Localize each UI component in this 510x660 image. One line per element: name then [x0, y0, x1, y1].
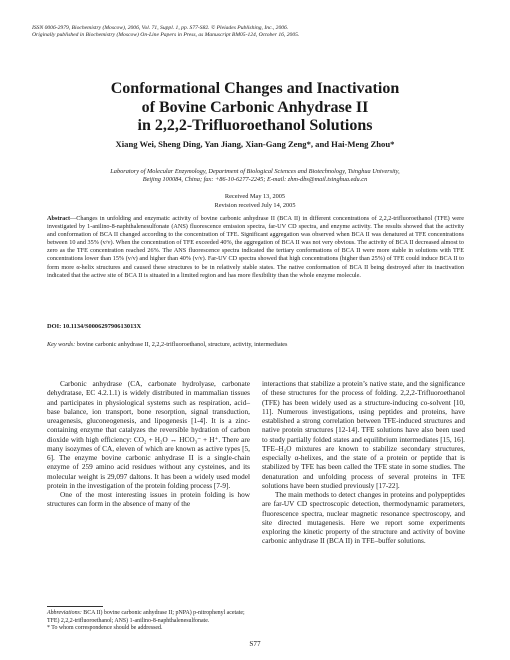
author-list: Xiang Wei, Sheng Ding, Yan Jiang, Xian-Gang Zeng*, and Hai-Meng Zhou* [115, 139, 395, 149]
abbreviations-footnote [47, 610, 250, 625]
manuscript-dates [60, 193, 450, 210]
abstract-label: Abstract [47, 215, 71, 222]
footnote-rule [47, 606, 103, 607]
abstract-text: —Changes in unfolding and enzymatic activity of bovine carbonic anhydrase II (BCA II) in different concentrations of 2,2,2-trifluoroethanol (TFE) were investigated by 1-anilino-8-naphthalenesulfonate (ANS) fluorescence emission spectra, far-UV CD spectra, and enzyme activity. The results showed that the activity and conformation of BCA II changed according to the concentration of TFE. Significant aggregation was observed when BCA II was denatured at TFE concentrations between 10 and 35% (v/v). When the concentration of TFE exceeded 40%, the aggregation of BCA II was not very obvious. The activity of BCA II decreased almost to zero as the TFE concentration reached 26%. The ANS fluorescence spectra indicated the tertiary conformations of BCA II were more stable in solutions with TFE concentrations lower than 15% (v/v) and higher than 40% (v/v). Far-UV CD spectra showed that high concentrations (higher than 25%) of TFE could induce BCA II to form more α-helix structures and caused these structures to be in relatively stable states. The native conformation of BCA II being destroyed after its inactivation indicated that the active site of BCA II is situated in a limited region and has more flexibility than the whole enzyme molecule. [47, 215, 464, 279]
abbreviations-label: Abbreviations: [47, 610, 82, 616]
body-paragraph: Carbonic anhydrase (CA, carbonate hydrolyase, carbonate dehydratase, EC 4.2.1.1) is widely distributed in mammalian tissues and participates in physiological systems such as respiration, acid–base balance, ion transport, bone resorption, signal transduction, ureagenesis, gluconeogenesis, and lipogenesis [1-4]. It is a zinc-containing enzyme that catalyzes the reversible hydration of carbon dioxide with high efficiency: CO₂ + H₂O ↔ HCO₃⁻ + H⁺. There are many isozymes of CA, eleven of which are known as active types [5, 6]. The enzyme bovine carbonic anhydrase II is a single-chain enzyme of 259 amino acid residues without any cysteines, and its molecular weight is 29,097 daltons. It has been a widely used model protein in the investigation of the protein folding process [7-9]. [47, 380, 250, 490]
footnotes [47, 606, 250, 633]
body-paragraph: The main methods to detect changes in proteins and polypeptides are far-UV CD spectroscopic detection, thermodynamic parameters, fluorescence spectra, nuclear magnetic resonance spectroscopy, and site directed mutagenesis. Here we report some experiments exploring the kinetic property of the structure and activity of bovine carbonic anhydrase II (BCA II) in TFE–buffer solutions. [262, 491, 465, 546]
keywords-label: Key words: [47, 341, 76, 348]
title-line-1: Conformational Changes and Inactivation [110, 80, 400, 97]
affiliation-line-2: Beijing 100084, China; fax: +86-10-6277-2245; E-mail: zhm-dbs@mail.tsinghua.edu.cn [142, 176, 368, 184]
journal-header-line-2: Originally published in Biochemistry (Moscow) On-Line Papers in Press, as Manuscript BM05-124, October 16, 2005. [32, 32, 300, 39]
body-column-left [47, 380, 250, 510]
journal-header [32, 25, 492, 40]
title-line-2: of Bovine Carbonic Anhydrase II [141, 98, 369, 116]
abstract [47, 215, 464, 280]
revised-date: Revision received July 14, 2005 [214, 201, 296, 209]
body-paragraph: One of the most interesting issues in protein folding is how structures can form in the absence of many of the [47, 491, 250, 509]
body-paragraph: interactions that stabilize a protein’s native state, and the significance of these structures for the process of folding. 2,2,2-Trifluoroethanol (TFE) has been widely used as a structure-inducing co-solvent [10, 11]. Numerous investigations, using peptides and proteins, have established a strong correlation between TFE-induced structures and native protein structures [12-14]. TFE solutions have also been used to study partially folded states and equilibrium intermediates [15, 16]. TFE–H₂O mixtures are known to stabilize secondary structures, especially α-helixes, and the state of a protein or peptide that is stabilized by TFE has been called the TFE state in some studies. The denaturation and unfolding process of several proteins in TFE solutions have been studied previously [17-22]. [262, 380, 465, 490]
abbreviations-text: BCA II) bovine carbonic anhydrase II; pNPA) p-nitrophenyl acetate; TFE) 2,2,2-trifluoroethanol; ANS) 1-anilino-8-naphthalenesulfonate. [47, 610, 245, 624]
title-line-3: in 2,2,2-Trifluoroethanol Solutions [137, 117, 373, 134]
body-column-right [262, 380, 465, 547]
paper-title [60, 80, 450, 136]
correspondence-footnote: * To whom correspondence should be addressed. [47, 625, 163, 632]
doi: DOI: 10.1134/S000629790613013X [47, 323, 142, 330]
affiliation-line-1: Laboratory of Molecular Enzymology, Department of Biological Sciences and Biotechnology, Tsinghua University, [110, 168, 400, 175]
received-date: Received May 13, 2005 [224, 193, 286, 200]
affiliation [60, 168, 450, 185]
keywords [47, 341, 287, 348]
keywords-text: bovine carbonic anhydrase II, 2,2,2-trifluoroethanol, structure, activity, intermediates [75, 341, 288, 348]
page-number: S77 [249, 640, 261, 648]
journal-header-line-1: ISSN 0006-2979, Biochemistry (Moscow), 2006, Vol. 71, Suppl. 1, pp. S77-S82. © Pleiades Publishing, Inc., 2006. [32, 25, 289, 31]
